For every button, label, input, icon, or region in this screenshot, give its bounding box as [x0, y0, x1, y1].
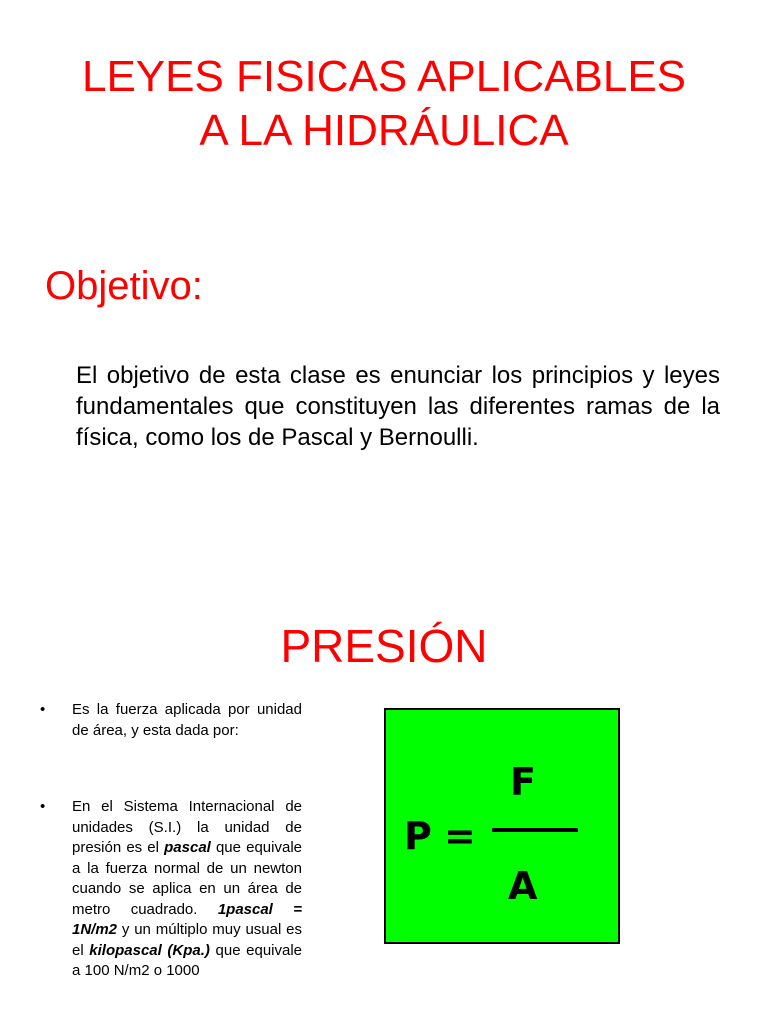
bullet-marker: •: [40, 798, 46, 815]
main-title: [0, 50, 768, 158]
bullet-si-unit: [40, 797, 302, 982]
formula-pressure-symbol: P: [404, 814, 432, 858]
bullet-si-text-3: y un múltiplo muy usual es el: [72, 921, 302, 959]
formula-equals-sign: =: [444, 814, 476, 858]
bullet-definition: [40, 700, 302, 741]
kilopascal-term: kilopascal (Kpa.): [89, 941, 210, 959]
bullet-marker: •: [40, 701, 46, 718]
formula-area-denominator: A: [508, 864, 538, 908]
formula-fraction-bar: [492, 828, 578, 832]
bullet-si-text-2: que equivale a la fuerza normal de un newton cuando se aplica en un área de metro cuadrado.: [72, 839, 302, 918]
pascal-equation: 1pascal = 1N/m2: [72, 900, 302, 938]
presion-bullet-list: [40, 700, 302, 982]
bullet-definition-text: Es la fuerza aplicada por unidad de área, y esta dada por:: [72, 701, 302, 739]
formula-force-numerator: F: [510, 760, 536, 804]
presion-heading: PRESIÓN: [280, 620, 488, 672]
pressure-formula-box: [384, 708, 620, 944]
bullet-si-text-1: En el Sistema Internacional de unidades (S.I.) la unidad de presión es el: [72, 798, 302, 856]
objetivo-heading: Objetivo:: [45, 264, 203, 308]
main-title-line2: A LA HIDRÁULICA: [199, 106, 569, 155]
objetivo-paragraph: El objetivo de esta clase es enunciar los principios y leyes fundamentales que constituyen las diferentes ramas de la física, como los de Pascal y Bernoulli.: [76, 362, 720, 451]
bullet-si-text-4: que equivale a 100 N/m2 o 1000: [72, 941, 303, 979]
main-title-line1: LEYES FISICAS APLICABLES: [81, 52, 687, 101]
pascal-term: pascal: [164, 839, 211, 856]
